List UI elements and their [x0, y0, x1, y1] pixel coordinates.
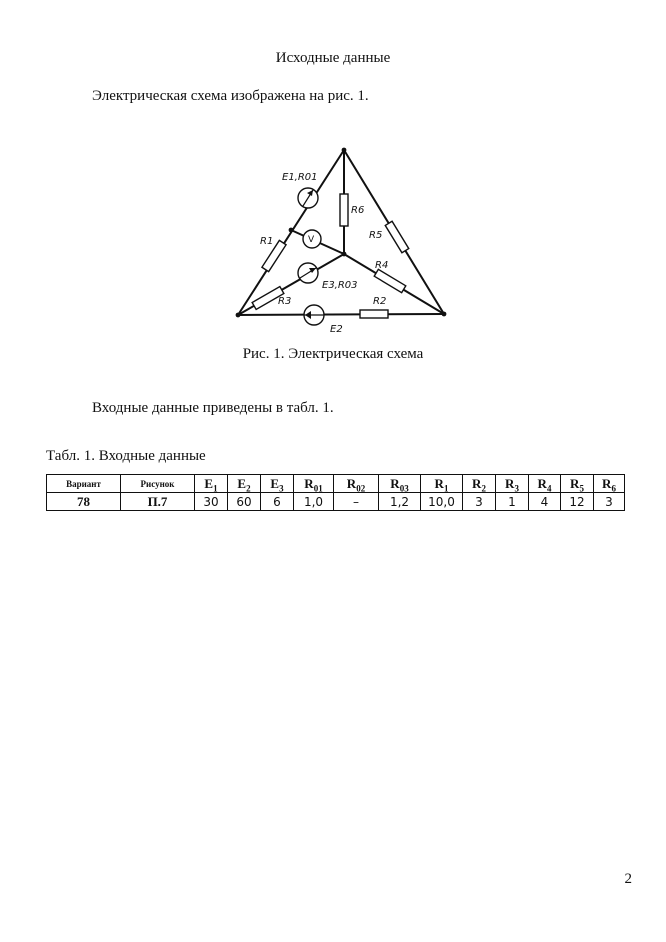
- node-bottom-left: [236, 313, 241, 318]
- value-cell: 60: [228, 493, 261, 511]
- circuit-diagram: [228, 140, 458, 340]
- value-cell: 1: [496, 493, 529, 511]
- header-cell: $E_1$: [195, 475, 228, 493]
- node-top: [342, 148, 347, 153]
- node-center: [342, 252, 347, 257]
- value-cell: 3: [463, 493, 496, 511]
- label-e1-r01: E1,R01: [282, 172, 318, 183]
- header-cell: Рисунок: [121, 475, 195, 493]
- value-cell: П.7: [121, 493, 195, 511]
- label-e3-r03: E3,R03: [322, 280, 358, 291]
- value-cell: –: [334, 493, 379, 511]
- value-cell: 1,0: [294, 493, 334, 511]
- label-r4: R4: [375, 260, 389, 271]
- figure-caption: Рис. 1. Электрическая схема: [242, 346, 424, 362]
- label-r3: R3: [278, 296, 292, 307]
- value-cell: 12: [561, 493, 594, 511]
- header-cell: $R_1$: [421, 475, 463, 493]
- header-cell: $E_2$: [228, 475, 261, 493]
- wire-bottom-edge: [238, 314, 444, 315]
- header-cell: $R_5$: [561, 475, 594, 493]
- label-e2: E2: [330, 324, 343, 335]
- header-cell: $R_6$: [594, 475, 625, 493]
- node-left-mid: [289, 228, 294, 233]
- header-cell: $R_2$: [463, 475, 496, 493]
- value-cell: 78: [47, 493, 121, 511]
- resistor-r6: [340, 194, 348, 226]
- page-number: 2: [624, 871, 632, 887]
- header-cell: Вариант: [47, 475, 121, 493]
- input-data-table: [46, 474, 625, 511]
- value-cell: 30: [195, 493, 228, 511]
- node-bottom-right: [442, 312, 447, 317]
- header-cell: $R_4$: [529, 475, 561, 493]
- resistor-r2: [360, 310, 388, 318]
- label-r6: R6: [351, 205, 365, 216]
- value-cell: 4: [529, 493, 561, 511]
- table-title: Табл. 1. Входные данные: [46, 448, 206, 464]
- label-r2: R2: [373, 296, 387, 307]
- table-intro-text: Входные данные приведены в табл. 1.: [92, 400, 334, 416]
- label-r5: R5: [369, 230, 383, 241]
- value-cell: 1,2: [379, 493, 421, 511]
- header-cell: $R_3$: [496, 475, 529, 493]
- header-cell: $R_{02}$: [334, 475, 379, 493]
- value-cell: 6: [261, 493, 294, 511]
- value-cell: 3: [594, 493, 625, 511]
- intro-text: Электрическая схема изображена на рис. 1.: [92, 88, 369, 104]
- resistor-r4: [374, 269, 406, 292]
- resistor-r5: [385, 221, 409, 252]
- label-voltmeter: V: [308, 235, 315, 245]
- value-cell: 10,0: [421, 493, 463, 511]
- header-cell: $R_{03}$: [379, 475, 421, 493]
- table-row: [47, 493, 625, 511]
- header-cell: $R_{01}$: [294, 475, 334, 493]
- page-heading: Исходные данные: [275, 50, 391, 66]
- label-r1: R1: [260, 236, 274, 247]
- header-cell: $E_3$: [261, 475, 294, 493]
- table-header-row: [47, 475, 625, 493]
